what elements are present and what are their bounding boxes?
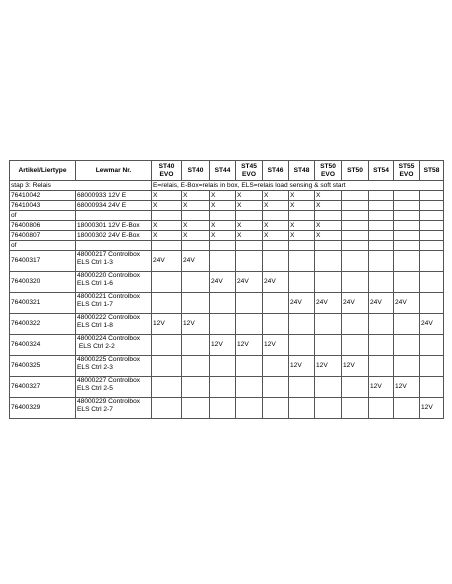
voltage-cell: 24V (236, 272, 263, 293)
mark-cell: X (236, 201, 263, 211)
mark-cell (394, 221, 420, 231)
voltage-cell (369, 272, 394, 293)
voltage-cell (315, 251, 342, 272)
voltage-cell (182, 356, 210, 377)
voltage-cell (420, 377, 444, 398)
voltage-cell (369, 356, 394, 377)
lewmar-cell (76, 293, 152, 314)
voltage-cell (315, 272, 342, 293)
voltage-cell (152, 272, 182, 293)
voltage-cell (236, 377, 263, 398)
lewmar-cell: 68000933 12V E (76, 191, 152, 201)
lewmar-line: 48000225 Controlbox (77, 356, 141, 363)
voltage-cell (152, 356, 182, 377)
voltage-cell (263, 314, 289, 335)
or-row (10, 211, 444, 221)
table-row (10, 221, 444, 231)
voltage-cell (394, 314, 420, 335)
voltage-cell (394, 398, 420, 419)
lewmar-line: 48000220 Controlbox (77, 272, 141, 279)
lewmar-cell (76, 377, 152, 398)
mark-cell: X (152, 231, 182, 241)
voltage-cell: 24V (315, 293, 342, 314)
voltage-cell (182, 335, 210, 356)
table-row (10, 356, 444, 377)
voltage-cell (210, 377, 236, 398)
lewmar-cell: 68000934 24V E (76, 201, 152, 211)
voltage-cell (420, 293, 444, 314)
mark-cell: X (263, 221, 289, 231)
voltage-cell: 24V (289, 293, 315, 314)
voltage-cell (210, 293, 236, 314)
table-row (10, 293, 444, 314)
mark-cell: X (289, 191, 315, 201)
table-row (10, 377, 444, 398)
mark-cell: X (182, 191, 210, 201)
lewmar-line: 48000229 Controlbox (77, 398, 141, 405)
lewmar-line: ELS Ctrl 2-7 (77, 405, 113, 413)
header-st46: ST46 (263, 161, 289, 181)
lewmar-line: ELS Ctrl 1-8 (77, 321, 113, 329)
voltage-cell (394, 335, 420, 356)
lewmar-cell (76, 314, 152, 335)
mark-cell: X (152, 191, 182, 201)
voltage-cell: 12V (315, 356, 342, 377)
voltage-cell (342, 377, 369, 398)
voltage-cell (152, 293, 182, 314)
lewmar-line: ELS Ctrl 2-2 (77, 342, 115, 350)
mark-cell: X (289, 221, 315, 231)
stap-note: E=relais, E-Box=relais in box, ELS=relais load sensing & soft start (152, 181, 444, 191)
artikel-cell: 76400322 (10, 314, 76, 335)
lewmar-line: 48000221 Controlbox (77, 293, 141, 300)
voltage-cell (236, 251, 263, 272)
lewmar-cell (76, 398, 152, 419)
artikel-cell: 76400807 (10, 231, 76, 241)
voltage-cell: 24V (263, 272, 289, 293)
voltage-cell (394, 251, 420, 272)
voltage-cell (315, 377, 342, 398)
mark-cell (342, 201, 369, 211)
header-st50-evo: ST50 EVO (315, 161, 342, 181)
voltage-cell (236, 314, 263, 335)
voltage-cell (394, 272, 420, 293)
header-st40: ST40 (182, 161, 210, 181)
voltage-cell (394, 356, 420, 377)
table-row (10, 335, 444, 356)
mark-cell: X (236, 231, 263, 241)
voltage-cell: 12V (369, 377, 394, 398)
artikel-cell: 76400329 (10, 398, 76, 419)
mark-cell (342, 231, 369, 241)
voltage-cell (263, 398, 289, 419)
mark-cell: X (315, 201, 342, 211)
voltage-cell: 24V (182, 251, 210, 272)
artikel-cell: 76410043 (10, 201, 76, 211)
mark-cell (420, 201, 444, 211)
header-st48: ST48 (289, 161, 315, 181)
header-artikel: Artikel/Liertype (10, 161, 76, 181)
artikel-cell: 76400321 (10, 293, 76, 314)
voltage-cell (369, 335, 394, 356)
voltage-cell (236, 398, 263, 419)
voltage-cell (289, 398, 315, 419)
header-st55-evo: ST55 EVO (394, 161, 420, 181)
voltage-cell: 24V (394, 293, 420, 314)
header-lewmar: Lewmar Nr. (76, 161, 152, 181)
voltage-cell: 24V (210, 272, 236, 293)
voltage-cell (182, 293, 210, 314)
mark-cell: X (182, 221, 210, 231)
mark-cell: X (152, 221, 182, 231)
voltage-cell (210, 314, 236, 335)
voltage-cell (315, 314, 342, 335)
lewmar-cell (76, 251, 152, 272)
header-row (10, 161, 444, 181)
voltage-cell: 12V (182, 314, 210, 335)
artikel-cell: 76400806 (10, 221, 76, 231)
mark-cell: X (315, 221, 342, 231)
table-row (10, 272, 444, 293)
or-label: of (10, 211, 76, 221)
artikel-cell: 76410042 (10, 191, 76, 201)
voltage-cell: 24V (152, 251, 182, 272)
mark-cell: X (236, 221, 263, 231)
mark-cell (369, 191, 394, 201)
table-row (10, 191, 444, 201)
mark-cell (394, 201, 420, 211)
voltage-cell (152, 335, 182, 356)
lewmar-line: ELS Ctrl 1-7 (77, 300, 113, 308)
or-row (10, 241, 444, 251)
voltage-cell (289, 335, 315, 356)
mark-cell: X (182, 231, 210, 241)
header-st45-evo: ST45 EVO (236, 161, 263, 181)
or-label: of (10, 241, 76, 251)
mark-cell (394, 191, 420, 201)
mark-cell: X (263, 201, 289, 211)
mark-cell: X (210, 231, 236, 241)
voltage-cell (182, 377, 210, 398)
table-row (10, 314, 444, 335)
voltage-cell (236, 293, 263, 314)
voltage-cell (182, 398, 210, 419)
voltage-cell (289, 377, 315, 398)
voltage-cell (152, 398, 182, 419)
voltage-cell (236, 356, 263, 377)
mark-cell: X (210, 201, 236, 211)
voltage-cell (420, 251, 444, 272)
stap-label: stap 3: Relais (10, 181, 152, 191)
voltage-cell (289, 272, 315, 293)
voltage-cell (263, 377, 289, 398)
table-row (10, 201, 444, 211)
mark-cell (342, 191, 369, 201)
voltage-cell: 24V (420, 314, 444, 335)
mark-cell: X (210, 191, 236, 201)
voltage-cell: 12V (152, 314, 182, 335)
stap-row (10, 181, 444, 191)
voltage-cell (210, 251, 236, 272)
voltage-cell (210, 356, 236, 377)
mark-cell: X (315, 191, 342, 201)
voltage-cell (210, 398, 236, 419)
voltage-cell (263, 251, 289, 272)
mark-cell (369, 201, 394, 211)
mark-cell: X (210, 221, 236, 231)
voltage-cell: 12V (420, 398, 444, 419)
artikel-cell: 76400320 (10, 272, 76, 293)
mark-cell (394, 231, 420, 241)
voltage-cell (342, 398, 369, 419)
mark-cell (420, 231, 444, 241)
artikel-cell: 76400327 (10, 377, 76, 398)
mark-cell: X (289, 201, 315, 211)
mark-cell: X (263, 231, 289, 241)
mark-cell (420, 221, 444, 231)
voltage-cell (289, 251, 315, 272)
lewmar-line: ELS Ctrl 1-3 (77, 258, 113, 266)
mark-cell (420, 191, 444, 201)
voltage-cell (289, 314, 315, 335)
mark-cell (369, 231, 394, 241)
table-row (10, 251, 444, 272)
header-st58: ST58 (420, 161, 444, 181)
lewmar-line: ELS Ctrl 2-3 (77, 363, 113, 371)
voltage-cell (263, 293, 289, 314)
voltage-cell: 24V (369, 293, 394, 314)
voltage-cell (342, 251, 369, 272)
relais-table (9, 160, 444, 419)
lewmar-line: ELS Ctrl 1-6 (77, 279, 113, 287)
voltage-cell (342, 335, 369, 356)
table-row (10, 231, 444, 241)
mark-cell: X (152, 201, 182, 211)
mark-cell (369, 221, 394, 231)
voltage-cell: 12V (263, 335, 289, 356)
mark-cell (342, 221, 369, 231)
mark-cell: X (289, 231, 315, 241)
lewmar-cell: 18000301 12V E-Box (76, 221, 152, 231)
lewmar-line: 48000224 Controlbox (77, 335, 141, 342)
header-st54: ST54 (369, 161, 394, 181)
lewmar-cell (76, 335, 152, 356)
voltage-cell (263, 356, 289, 377)
voltage-cell (420, 335, 444, 356)
voltage-cell: 12V (394, 377, 420, 398)
mark-cell: X (315, 231, 342, 241)
voltage-cell (342, 314, 369, 335)
table-row (10, 398, 444, 419)
voltage-cell (420, 356, 444, 377)
voltage-cell (182, 272, 210, 293)
voltage-cell (369, 251, 394, 272)
lewmar-cell: 18000302 24V E-Box (76, 231, 152, 241)
lewmar-line: ELS Ctrl 2-5 (77, 384, 113, 392)
lewmar-cell (76, 356, 152, 377)
artikel-cell: 76400325 (10, 356, 76, 377)
mark-cell: X (236, 191, 263, 201)
voltage-cell (369, 398, 394, 419)
voltage-cell: 12V (236, 335, 263, 356)
lewmar-line: 48000217 Controlbox (77, 251, 141, 258)
artikel-cell: 76400317 (10, 251, 76, 272)
lewmar-line: 48000222 Controlbox (77, 314, 141, 321)
voltage-cell: 24V (342, 293, 369, 314)
voltage-cell: 12V (210, 335, 236, 356)
header-st44: ST44 (210, 161, 236, 181)
voltage-cell: 12V (342, 356, 369, 377)
mark-cell: X (263, 191, 289, 201)
artikel-cell: 76400324 (10, 335, 76, 356)
voltage-cell (152, 377, 182, 398)
header-st50: ST50 (342, 161, 369, 181)
voltage-cell (315, 335, 342, 356)
voltage-cell (315, 398, 342, 419)
lewmar-line: 48000227 Controlbox (77, 377, 141, 384)
voltage-cell: 12V (289, 356, 315, 377)
lewmar-cell (76, 272, 152, 293)
mark-cell: X (182, 201, 210, 211)
voltage-cell (369, 314, 394, 335)
voltage-cell (420, 272, 444, 293)
header-st40-evo: ST40 EVO (152, 161, 182, 181)
voltage-cell (342, 272, 369, 293)
